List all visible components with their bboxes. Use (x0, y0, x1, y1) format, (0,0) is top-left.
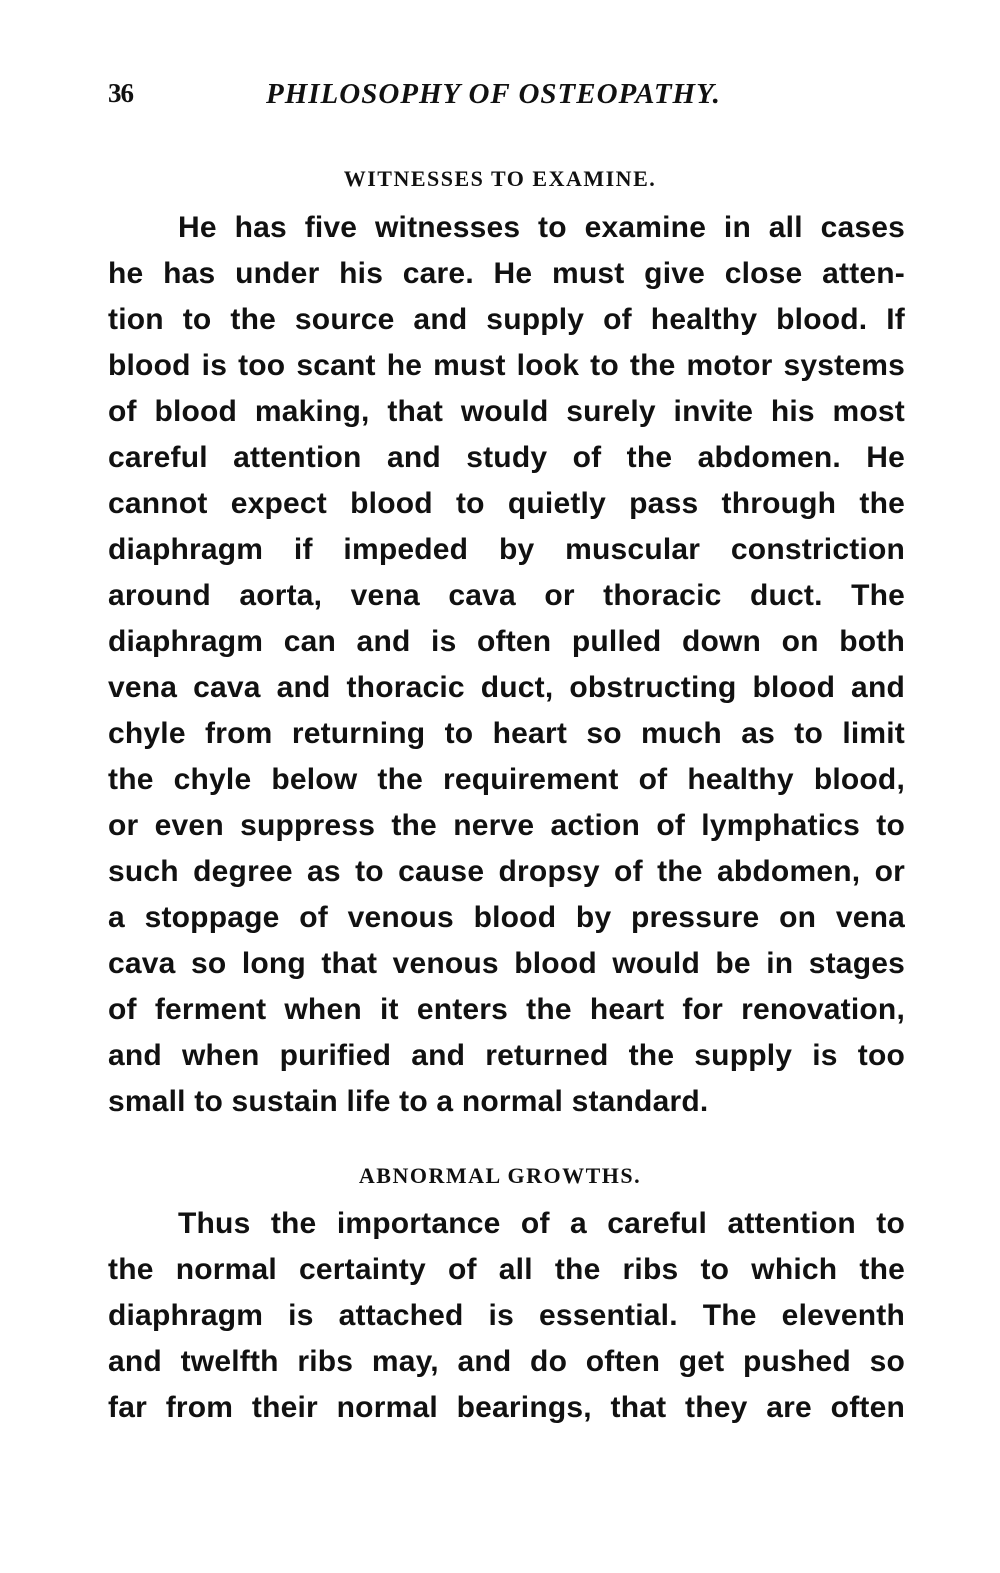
paragraph-line: chyle from returning to heart so much as to limit (108, 717, 905, 750)
paragraph-line: cannot expect blood to quietly pass through the (108, 487, 905, 520)
paragraph-line: the normal certainty of all the ribs to which the (108, 1253, 905, 1286)
paragraph-line: of blood making, that would surely invite his most (108, 395, 905, 428)
paragraph-line: far from their normal bearings, that they are often (108, 1391, 905, 1424)
paragraph-line: and when purified and returned the supply is too (108, 1039, 905, 1072)
running-head (108, 78, 908, 118)
paragraph-line: He has five witnesses to examine in all cases (178, 211, 905, 244)
paragraph-line: a stoppage of venous blood by pressure on vena (108, 901, 905, 934)
paragraph-line: such degree as to cause dropsy of the abdomen, or (108, 855, 905, 888)
paragraph-line: diaphragm can and is often pulled down on both (108, 625, 905, 658)
paragraph-line: around aorta, vena cava or thoracic duct. The (108, 579, 905, 612)
paragraph-line: or even suppress the nerve action of lymphatics to (108, 809, 905, 842)
paragraph-line: diaphragm if impeded by muscular constriction (108, 533, 905, 566)
paragraph-line: careful attention and study of the abdomen. He (108, 441, 905, 474)
paragraph-line: he has under his care. He must give close atten- (108, 257, 905, 290)
page-number: 36 (108, 78, 133, 108)
paragraph-line: blood is too scant he must look to the motor systems (108, 349, 905, 382)
paragraph-line: diaphragm is attached is essential. The eleventh (108, 1299, 905, 1332)
paragraph-line: small to sustain life to a normal standard. (108, 1085, 709, 1118)
paragraph-line: and twelfth ribs may, and do often get pushed so (108, 1345, 905, 1378)
paragraph-line: vena cava and thoracic duct, obstructing blood and (108, 671, 905, 704)
paragraph-line: the chyle below the requirement of healthy blood, (108, 763, 905, 796)
paragraph-line: tion to the source and supply of healthy blood. If (108, 303, 905, 336)
paragraph-line: of ferment when it enters the heart for renovation, (108, 993, 905, 1026)
paragraph-line: cava so long that venous blood would be in stages (108, 947, 905, 980)
section-heading-witnesses: WITNESSES TO EXAMINE. (343, 166, 657, 191)
running-title: PHILOSOPHY OF OSTEOPATHY. (266, 78, 721, 110)
paragraph-line: Thus the importance of a careful attention to (178, 1207, 905, 1240)
section-heading-abnormal-growths: ABNORMAL GROWTHS. (358, 1163, 642, 1188)
